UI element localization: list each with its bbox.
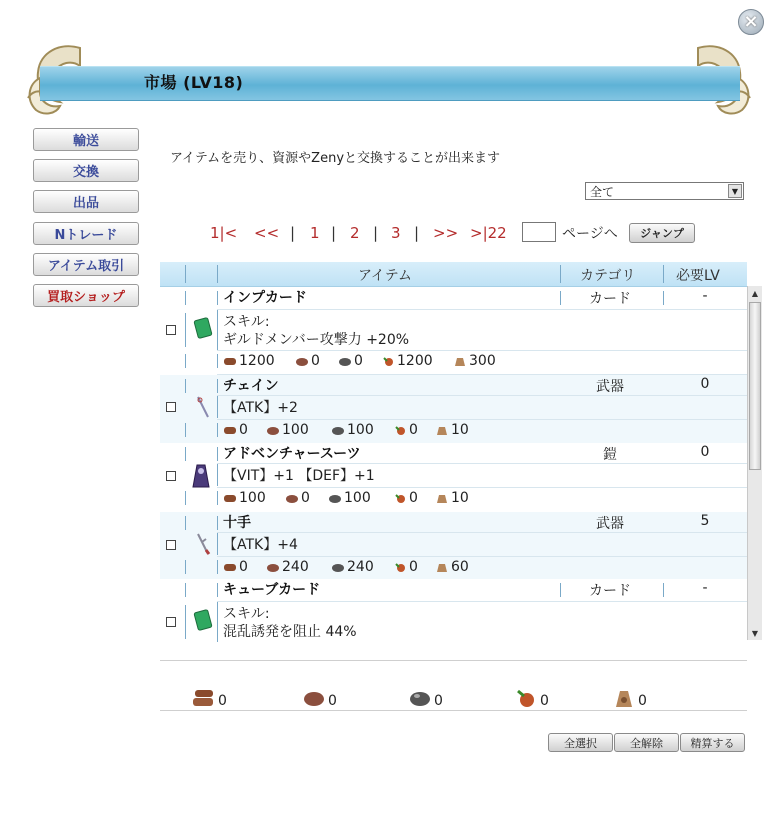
sidebar-item-listing[interactable]: 出品: [33, 190, 139, 213]
cost-wood: 100: [239, 490, 266, 506]
food-icon: [514, 687, 538, 709]
settle-button[interactable]: 精算する: [680, 733, 745, 752]
item-level: -: [702, 580, 708, 596]
card-icon: [192, 317, 214, 339]
item-level: 5: [700, 513, 710, 529]
cost-zeny: 60: [451, 559, 469, 575]
close-button[interactable]: ×: [738, 9, 764, 35]
pager-next-link[interactable]: >>: [433, 224, 459, 242]
pager-separator: |: [331, 224, 337, 242]
table-row[interactable]: [160, 579, 747, 642]
sidebar-item-transport[interactable]: 輸送: [33, 128, 139, 151]
cost-iron: 240: [347, 559, 374, 575]
select-all-button[interactable]: 全選択: [548, 733, 613, 752]
item-effect-line: 【ATK】+2: [223, 400, 298, 416]
sidebar-item-exchange[interactable]: 交換: [33, 159, 139, 182]
ore-icon: [302, 687, 326, 709]
item-category: 武器: [596, 379, 624, 395]
category-filter-select[interactable]: [585, 182, 744, 200]
table-row[interactable]: [160, 512, 747, 579]
item-checkbox[interactable]: [166, 617, 176, 627]
table-header: [160, 262, 747, 287]
cost-zeny: 300: [469, 353, 496, 369]
page-suffix-label: ページへ: [562, 226, 618, 242]
divider: [160, 660, 747, 661]
food-icon: [381, 355, 395, 367]
pager-separator: |: [290, 224, 296, 242]
scrollbar-thumb[interactable]: [749, 302, 761, 470]
total-zeny: 0: [612, 683, 647, 709]
cost-iron: 100: [344, 490, 371, 506]
cost-zeny: 10: [451, 490, 469, 506]
wood-icon: [223, 561, 237, 573]
divider: [160, 710, 747, 711]
suit-icon: [191, 463, 211, 489]
wood-icon: [223, 355, 237, 367]
page-number-input[interactable]: [522, 222, 556, 242]
table-row[interactable]: [160, 443, 747, 512]
cost-wood: 0: [239, 559, 248, 575]
table-row[interactable]: [160, 375, 747, 443]
total-iron: 0: [408, 683, 443, 709]
sidebar-item-item-trade[interactable]: アイテム取引: [33, 253, 139, 276]
item-category: 鎧: [603, 447, 617, 463]
item-category: カード: [589, 583, 631, 599]
item-checkbox[interactable]: [166, 325, 176, 335]
pager-page-2[interactable]: 2: [350, 224, 360, 242]
description-text: アイテムを売り、資源やZenyと交換することが出来ます: [170, 151, 501, 166]
ore-icon: [266, 561, 280, 573]
food-icon: [393, 561, 407, 573]
iron-icon: [331, 561, 345, 573]
total-ore: 0: [302, 683, 337, 709]
item-name: 十手: [223, 515, 251, 531]
header-category: カテゴリ: [580, 268, 636, 284]
total-food: 0: [514, 683, 549, 709]
zeny-bag-icon: [612, 687, 636, 709]
item-effect-line: スキル:: [223, 314, 270, 330]
cost-ore: 100: [282, 422, 309, 438]
pager-prev-link[interactable]: <<: [254, 224, 280, 242]
category-filter-value: 全て: [590, 184, 615, 199]
iron-icon: [338, 355, 352, 367]
food-icon: [393, 424, 407, 436]
jitte-icon: [194, 532, 212, 556]
item-name: アドベンチャースーツ: [223, 446, 361, 462]
ore-icon: [266, 424, 280, 436]
cost-ore: 0: [301, 490, 310, 506]
wood-icon: [192, 687, 216, 709]
item-level: 0: [700, 376, 710, 392]
zeny-bag-icon: [435, 492, 449, 504]
pager-first-link[interactable]: 1|<: [210, 224, 238, 242]
cost-food: 0: [409, 490, 418, 506]
sidebar-item-buyback-shop[interactable]: 買取ショップ: [33, 284, 139, 307]
wood-icon: [223, 492, 237, 504]
food-icon: [393, 492, 407, 504]
zeny-bag-icon: [435, 561, 449, 573]
table-scrollbar[interactable]: [747, 286, 762, 640]
item-effect-line: 【VIT】+1 【DEF】+1: [223, 468, 375, 484]
total-wood: 0: [192, 683, 227, 709]
chain-icon: [194, 395, 212, 419]
item-effect-line: スキル:: [223, 606, 270, 622]
item-effect-line: 混乱誘発を阻止 44%: [223, 624, 357, 640]
item-checkbox[interactable]: [166, 540, 176, 550]
chevron-down-icon[interactable]: ▼: [728, 184, 742, 198]
pager-separator: |: [373, 224, 379, 242]
iron-icon: [328, 492, 342, 504]
cost-ore: 0: [311, 353, 320, 369]
cost-zeny: 10: [451, 422, 469, 438]
cost-iron: 100: [347, 422, 374, 438]
cost-wood: 0: [239, 422, 248, 438]
item-effect-line: ギルドメンバー攻撃力 +20%: [223, 332, 410, 348]
cost-food: 1200: [397, 353, 433, 369]
item-table: [160, 262, 747, 642]
header-required-level: 必要LV: [676, 268, 720, 284]
deselect-all-button[interactable]: 全解除: [614, 733, 679, 752]
pager-page-3[interactable]: 3: [391, 224, 401, 242]
zeny-bag-icon: [435, 424, 449, 436]
iron-icon: [331, 424, 345, 436]
pager-page-1[interactable]: 1: [310, 224, 320, 242]
iron-icon: [408, 687, 432, 709]
cost-ore: 240: [282, 559, 309, 575]
ore-icon: [285, 492, 299, 504]
item-level: 0: [700, 444, 710, 460]
item-name: キューブカード: [223, 582, 321, 598]
scroll-up-icon[interactable]: ▲: [751, 288, 759, 298]
item-category: カード: [589, 291, 631, 307]
item-name: チェイン: [223, 378, 279, 394]
cost-food: 0: [409, 422, 418, 438]
sidebar-item-ntrade[interactable]: Nトレード: [33, 222, 139, 245]
scroll-down-icon[interactable]: ▼: [751, 628, 759, 638]
header-item: アイテム: [358, 268, 413, 284]
window-title: 市場 (LV18): [144, 73, 244, 92]
ore-icon: [295, 355, 309, 367]
item-checkbox[interactable]: [166, 471, 176, 481]
jump-button[interactable]: ジャンプ: [629, 223, 695, 243]
card-icon: [192, 609, 214, 631]
pager-separator: |: [414, 224, 420, 242]
item-level: -: [702, 288, 708, 304]
item-name: インプカード: [223, 290, 307, 306]
table-row[interactable]: [160, 287, 747, 375]
item-effect-line: 【ATK】+4: [223, 537, 298, 553]
cost-iron: 0: [354, 353, 363, 369]
item-checkbox[interactable]: [166, 402, 176, 412]
pager-last-link[interactable]: >|22: [470, 224, 507, 242]
cost-wood: 1200: [239, 353, 275, 369]
cost-food: 0: [409, 559, 418, 575]
zeny-bag-icon: [453, 355, 467, 367]
item-category: 武器: [596, 516, 624, 532]
wood-icon: [223, 424, 237, 436]
